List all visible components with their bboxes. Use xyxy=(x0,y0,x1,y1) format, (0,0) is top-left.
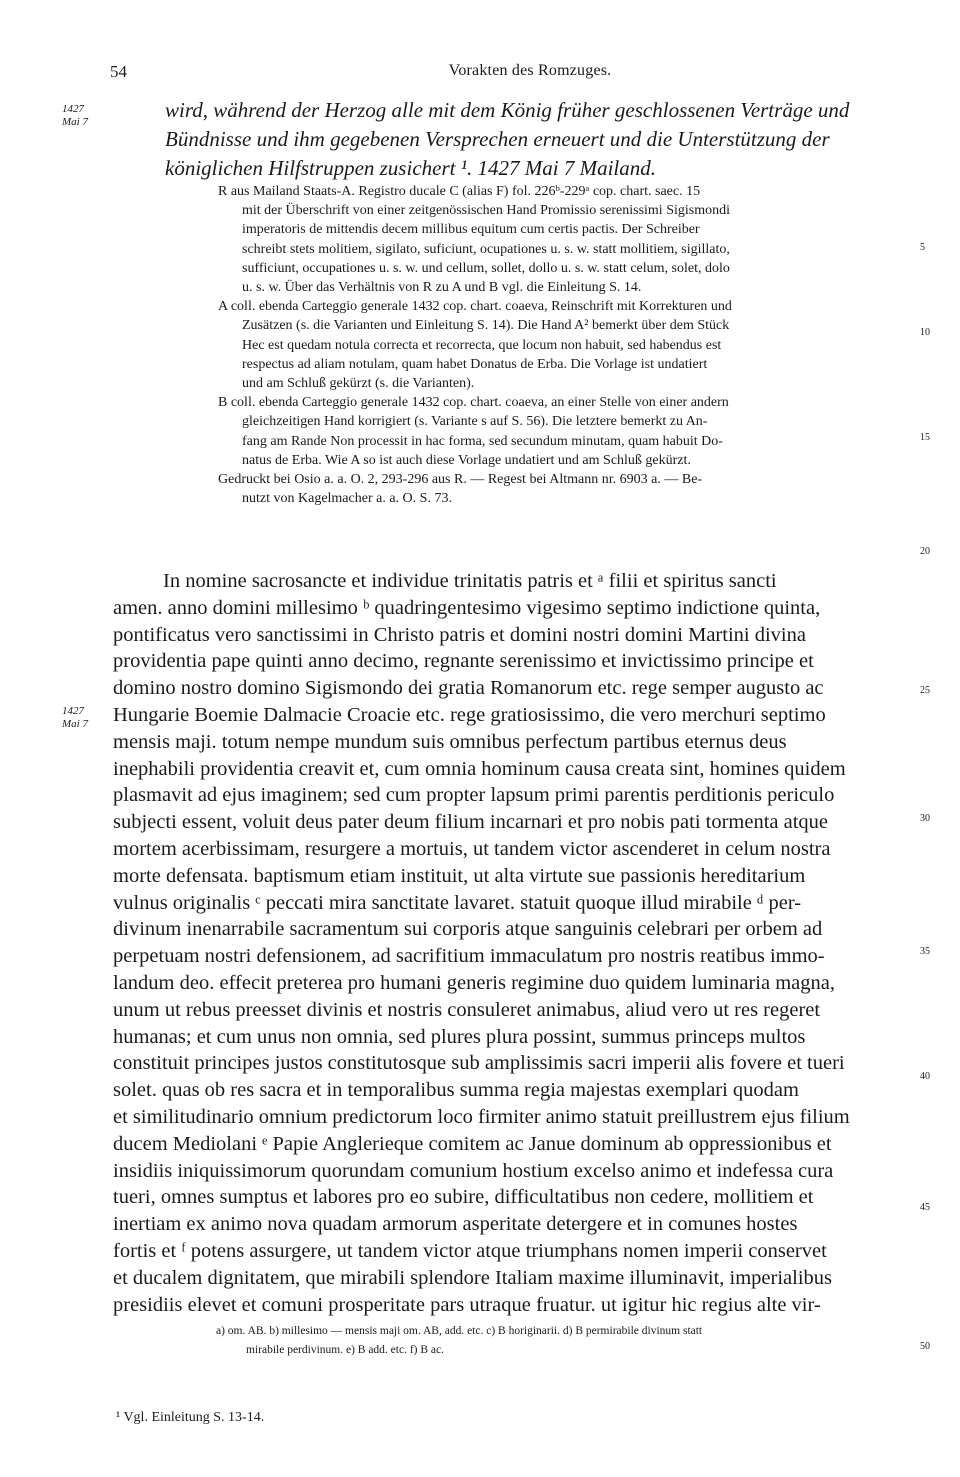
body-line: In nomine sacrosancte et individue trinitatis patris et ᵃ filii et spiritus sancti xyxy=(163,570,777,592)
apparatus-notes xyxy=(216,1322,702,1360)
body-line: constituit principes justos constitutosque sub amplissimis sacri imperii alis fovere et tueri xyxy=(113,1052,845,1075)
regest-line: königlichen Hilfstruppen zusichert ¹. 1427 Mai 7 Mailand. xyxy=(165,156,656,180)
margin-date-year: 1427 xyxy=(62,705,84,717)
source-note-line: Gedruckt bei Osio a. a. O. 2, 293-296 aus R. — Regest bei Altmann nr. 6903 a. — Be- xyxy=(218,472,703,488)
body-line: tueri, omnes sumptus et labores pro eo subire, difficultatibus non cedere, mollitiem et xyxy=(113,1186,814,1209)
line-number: 50 xyxy=(920,1341,930,1352)
body-line: amen. anno domini millesimo ᵇ quadringentesimo vigesimo septimo indictione quinta, xyxy=(113,596,821,619)
body-line: pontificatus vero sanctissimi in Christo patris et domini nostri domini Martini divina xyxy=(113,623,806,646)
source-note-line: schreibt stets molitiem, sigilato, suficiunt, ocupationes u. s. w. statt mollitiem, sigillato, xyxy=(242,241,730,257)
regest-line: Bündnisse und ihm gegebenen Versprechen erneuert und die Unterstützung der xyxy=(165,127,830,151)
body-line: inertiam ex animo nova quadam armorum asperitate detergere et in comunes hostes xyxy=(113,1213,798,1236)
body-line: et similitudinario omnium predictorum loco firmiter animo statuit preillustrem ejus filium xyxy=(113,1105,850,1128)
apparatus-line: a) om. AB. b) millesimo — mensis maji om. AB, add. etc. c) B horiginarii. d) B permirabile divinum statt xyxy=(216,1325,703,1337)
body-line: plasmavit ad ejus imaginem; sed cum propter lapsum primi parentis perditionis periculo xyxy=(113,784,835,807)
source-note-line: mit der Überschrift von einer zeitgenössischen Hand Promissio serenissimi Sigismondi xyxy=(242,203,730,219)
body-line: fortis et ᶠ potens assurgere, ut tandem victor atque triumphans nomen imperii conservet xyxy=(113,1239,827,1262)
source-note-line: R aus Mailand Staats-A. Registro ducale C (alias F) fol. 226ᵇ-229ᵃ cop. chart. saec. 15 xyxy=(218,184,701,199)
regest xyxy=(165,96,849,183)
line-number: 35 xyxy=(920,946,930,957)
source-note-line: natus de Erba. Wie A so ist auch diese Vorlage undatiert und am Schluß gekürzt. xyxy=(242,452,691,468)
line-number: 10 xyxy=(920,327,930,338)
source-note-line: u. s. w. Über das Verhältnis von R zu A und B vgl. die Einleitung S. 14. xyxy=(242,280,642,296)
body-line: domino nostro domino Sigismondo dei gratia Romanorum etc. rege semper augusto ac xyxy=(113,677,824,700)
margin-date-day: Mai 7 xyxy=(62,718,88,730)
source-note-line: B coll. ebenda Carteggio generale 1432 cop. chart. coaeva, an einer Stelle von einer andern xyxy=(218,395,729,411)
margin-date-body xyxy=(62,705,88,731)
source-note-line: A coll. ebenda Carteggio generale 1432 cop. chart. coaeva, Reinschrift mit Korrekturen und xyxy=(218,299,732,315)
body-line: divinum inenarrabile sacramentum sui corporis atque sanguinis celebrari per orbem ad xyxy=(113,918,823,941)
running-title: Vorakten des Romzuges. xyxy=(448,62,612,79)
body-line: mortem acerbissimam, resurgere a mortuis, ut tandem victor ascenderet in celum nostra xyxy=(113,837,831,860)
apparatus-line: mirabile perdivinum. e) B add. etc. f) B ac. xyxy=(246,1344,444,1356)
body-line: providentia pape quinti anno decimo, regnante serenissimo et invictissimo principe et xyxy=(113,650,814,673)
line-number: 40 xyxy=(920,1071,930,1082)
margin-date-year: 1427 xyxy=(62,103,84,115)
source-note-line: Hec est quedam notula correcta et recorrecta, que locum non habuit, sed habendus est xyxy=(242,337,722,353)
document-body xyxy=(113,568,850,1318)
body-line: landum deo. effecit preterea pro humani generis regimine duo quidem luminaria magna, xyxy=(113,971,835,994)
body-line: subjecti essent, voluit deus pater deum filium incarnari et pro nobis pati tormenta atque xyxy=(113,811,829,834)
margin-date-top xyxy=(62,103,88,129)
source-note-line: respectus ad aliam notulam, quam habet Donatus de Erba. Die Vorlage ist undatiert xyxy=(242,356,708,372)
line-number: 45 xyxy=(920,1202,930,1213)
line-number: 30 xyxy=(920,813,930,824)
source-note-line: gleichzeitigen Hand korrigiert (s. Variante s auf S. 56). Die letztere bemerkt zu An- xyxy=(242,414,708,430)
body-line: et ducalem dignitatem, que mirabili splendore Italiam maxime illuminavit, imperialibus xyxy=(113,1266,833,1289)
source-note-line: fang am Rande Non processit in hac forma, sed secundum minutam, quam habuit Do- xyxy=(242,433,723,449)
body-line: vulnus originalis ᶜ peccati mira sanctitate lavaret. statuit quoque illud mirabile ᵈ per- xyxy=(113,891,802,914)
body-line: unum ut rebus preesset divinis et nostris consuleret animabus, aliud vero ut res regeret xyxy=(113,998,821,1021)
page-number: 54 xyxy=(110,62,127,81)
footnote: ¹ Vgl. Einleitung S. 13-14. xyxy=(116,1410,265,1425)
source-note-line: und am Schluß gekürzt (s. die Varianten). xyxy=(242,376,475,392)
body-line: insidiis iniquissimorum quorundam comunium hostium excelso animo et indefessa cura xyxy=(113,1159,834,1182)
body-line: mensis maji. totum nempe mundum suis omnibus perfectum partibus eternus deus xyxy=(113,730,787,753)
body-line: solet. quas ob res sacra et in temporalibus summa regia majestas exemplari quodam xyxy=(113,1079,799,1102)
source-note-line: Zusätzen (s. die Varianten und Einleitung S. 14). Die Hand A² bemerkt über dem Stück xyxy=(242,318,730,334)
source-note-line: sufficiunt, occupationes u. s. w. und cellum, sollet, dollo u. s. w. statt celum, solet, dolo xyxy=(242,260,730,276)
line-number: 5 xyxy=(920,242,925,253)
body-line: morte defensata. baptismum etiam instituit, ut alta virtute sue passionis hereditarium xyxy=(113,864,806,887)
body-line: perpetuam nostri defensionem, ad sacrifitium immaculatum pro nostris reatibus immo- xyxy=(113,945,825,968)
body-line: ducem Mediolani ᵉ Papie Anglerieque comitem ac Janue dominum ab oppressionibus et xyxy=(113,1132,832,1155)
margin-date-day: Mai 7 xyxy=(62,116,88,128)
body-line: humanas; et cum unus non omnia, sed plures plura possint, summus princeps multos xyxy=(113,1025,806,1048)
line-number: 20 xyxy=(920,546,930,557)
source-notes xyxy=(218,182,732,508)
line-number: 15 xyxy=(920,432,930,443)
body-line: Hungarie Boemie Dalmacie Croacie etc. rege gratiosissimo, die vero merchuri septimo xyxy=(113,703,826,726)
line-number: 25 xyxy=(920,685,930,696)
regest-line: wird, während der Herzog alle mit dem König früher geschlossenen Verträge und xyxy=(165,98,850,122)
source-note-line: nutzt von Kagelmacher a. a. O. S. 73. xyxy=(242,491,452,507)
body-line: inephabili providentia creavit et, cum omnia hominum causa creata sint, homines quidem xyxy=(113,757,846,780)
source-note-line: imperatoris de mittendis decem millibus equitum cum certis pactis. Der Schreiber xyxy=(242,222,700,238)
body-line: presidiis elevet et comuni prosperitate pars utraque fruatur. ut igitur hic regius alte vir- xyxy=(113,1293,821,1316)
